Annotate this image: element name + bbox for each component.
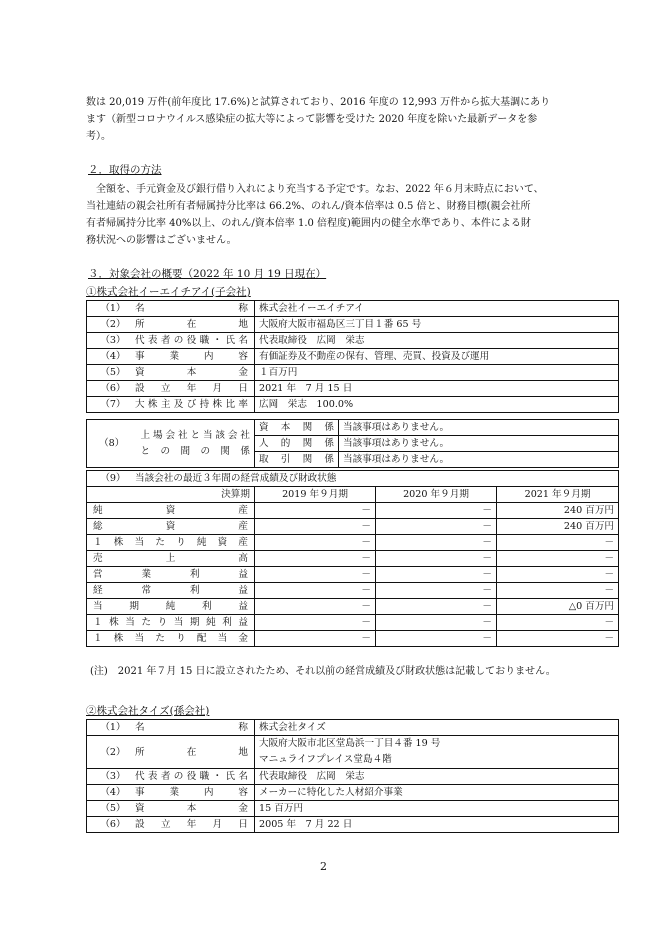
financial-value: －	[376, 519, 497, 535]
row-number: （2）	[100, 746, 126, 758]
financial-label: １株当たり配当金	[87, 631, 255, 647]
financial-value: －	[255, 567, 376, 583]
table-row	[87, 631, 619, 647]
financial-value: －	[497, 535, 619, 551]
table-row	[87, 736, 619, 769]
relation-item-value: 当該事項はありません。	[339, 420, 619, 436]
row-value: 広岡 栄志 100.0%	[255, 397, 619, 413]
table-row	[87, 567, 619, 583]
company1-note: (注) 2021 年７月 15 日に設立されたため、それ以前の経営成績及び財政状態は記載しておりません。	[90, 666, 556, 677]
financial-value: 240 百万円	[497, 503, 619, 519]
row-number: （4）	[100, 351, 126, 362]
period-header: 2020 年９月期	[376, 487, 497, 503]
table-row	[87, 817, 619, 833]
table-row	[87, 615, 619, 631]
relation-item-label: 取引関係	[255, 452, 339, 468]
table-row	[87, 471, 619, 487]
row-number: （1）	[100, 722, 126, 733]
financial-value: －	[497, 631, 619, 647]
section2-heading: ２．取得の方法	[88, 164, 162, 176]
relation-label	[137, 420, 255, 468]
company1-relation-table	[86, 419, 619, 468]
section2-line: 全額を、手元資金及び銀行借り入れにより充当する予定です。なお、2022 年６月末時点において、	[86, 184, 544, 195]
financial-value: －	[376, 535, 497, 551]
row-label	[87, 301, 255, 317]
intro-line: 数は 20,019 万件(前年度比 17.6%)と試算されており、2016 年度の 12,993 万件から拡大基調にあり	[86, 97, 551, 108]
page-number: 2	[320, 860, 327, 873]
row-number: （2）	[100, 319, 126, 330]
financial-value: －	[255, 551, 376, 567]
relation-item-value: 当該事項はありません。	[339, 452, 619, 468]
row-label	[87, 349, 255, 365]
row-label-text: 所在地	[135, 319, 248, 330]
financial-label: １株当たり純資産	[87, 535, 255, 551]
financial-value: －	[255, 631, 376, 647]
row-number: （3）	[100, 771, 126, 782]
table-row	[87, 785, 619, 801]
relation-item-value: 当該事項はありません。	[339, 436, 619, 452]
row-label	[87, 333, 255, 349]
section3-heading: ３．対象会社の概要（2022 年 10 月 19 日現在）	[88, 268, 327, 280]
row-label-text: 代表者の役職・氏名	[135, 771, 248, 782]
financial-value: －	[376, 503, 497, 519]
financial-value: －	[255, 535, 376, 551]
row-number: （4）	[100, 787, 126, 798]
company1-financials-table	[86, 470, 619, 647]
company2-info-table	[86, 719, 619, 833]
row-label-text: 代表者の役職・氏名	[135, 335, 248, 346]
relation-number: （8）	[87, 420, 137, 468]
period-header-label: 決算期	[87, 487, 255, 503]
financial-label: 当期純利益	[87, 599, 255, 615]
row-value: 代表取締役 広岡 栄志	[255, 769, 619, 785]
financial-value: －	[497, 567, 619, 583]
financial-label: 売上高	[87, 551, 255, 567]
table-row	[87, 301, 619, 317]
section2-line: 務状況への影響はございません。	[86, 235, 237, 246]
financial-value: －	[497, 615, 619, 631]
financial-value: －	[376, 599, 497, 615]
row-label-text: 設立年月日	[135, 819, 248, 830]
table-row	[87, 503, 619, 519]
section2-paragraph	[86, 181, 566, 249]
relation-label-line1: 上場会社と当該会社	[140, 429, 250, 441]
relation-item-label: 資本関係	[255, 420, 339, 436]
row-label-text: 事業内容	[135, 351, 248, 362]
row-number: （5）	[100, 367, 126, 378]
relation-label-line2: との間の関係	[140, 445, 250, 457]
table-row	[87, 333, 619, 349]
financial-value: －	[376, 615, 497, 631]
row-label	[87, 365, 255, 381]
financial-value: －	[376, 583, 497, 599]
section2-line: 有者帰属持分比率 40%以上、のれん/資本倍率 1.0 倍程度)範囲内の健全水準であり、本件による財	[86, 218, 531, 229]
row-label	[87, 769, 255, 785]
financials-number: （9）	[100, 473, 126, 484]
row-number: （3）	[100, 335, 126, 346]
row-number: （6）	[100, 819, 126, 830]
row-label	[87, 381, 255, 397]
table-row	[87, 349, 619, 365]
section2-line: 当社連結の親会社所有者帰属持分比率は 66.2%、のれん/資本倍率は 0.5 倍と、財務目標(親会社所	[86, 201, 531, 212]
financial-label: 経常利益	[87, 583, 255, 599]
period-header: 2019 年９月期	[255, 487, 376, 503]
financial-value: －	[376, 567, 497, 583]
row-number: （1）	[100, 303, 126, 314]
row-label-text: 名称	[135, 303, 248, 314]
financial-label: 営業利益	[87, 567, 255, 583]
intro-line: 考）。	[86, 131, 111, 142]
table-row	[87, 420, 619, 436]
financial-value: －	[376, 551, 497, 567]
row-label	[87, 736, 255, 769]
row-label	[87, 317, 255, 333]
table-row	[87, 769, 619, 785]
table-row	[87, 397, 619, 413]
financial-value: △0 百万円	[497, 599, 619, 615]
table-row	[87, 599, 619, 615]
row-value: 15 百万円	[255, 801, 619, 817]
financial-value: －	[255, 583, 376, 599]
row-label	[87, 720, 255, 736]
row-label	[87, 801, 255, 817]
row-label-text: 資本金	[135, 803, 248, 814]
financial-value: 240 百万円	[497, 519, 619, 535]
row-value: 株式会社イーエイチアイ	[255, 301, 619, 317]
row-value: 有価証券及不動産の保有、管理、売買、投資及び運用	[255, 349, 619, 365]
row-value: 2005 年 7 月 22 日	[255, 817, 619, 833]
table-row	[87, 583, 619, 599]
address-line1: 大阪府大阪市北区堂島浜一丁目４番 19 号	[259, 738, 441, 749]
row-value: 大阪府大阪市福島区三丁目１番 65 号	[255, 317, 619, 333]
financials-title	[87, 471, 619, 487]
financial-value: －	[255, 503, 376, 519]
row-value: １百万円	[255, 365, 619, 381]
financial-label: 純資産	[87, 503, 255, 519]
row-label-text: 設立年月日	[135, 383, 248, 394]
table-row	[87, 551, 619, 567]
company1-title: ①株式会社イーエイチアイ(子会社)	[86, 286, 251, 298]
row-label-text: 事業内容	[135, 787, 248, 798]
row-label-text: 名称	[135, 722, 248, 733]
financial-value: －	[497, 583, 619, 599]
table-row	[87, 801, 619, 817]
table-row	[87, 317, 619, 333]
relation-item-label: 人的関係	[255, 436, 339, 452]
financial-value: －	[497, 551, 619, 567]
intro-paragraph	[86, 94, 566, 145]
address-line2: マニュライフプレイス堂島４階	[259, 754, 392, 765]
row-label	[87, 817, 255, 833]
period-header: 2021 年９月期	[497, 487, 619, 503]
financial-value: －	[255, 615, 376, 631]
row-value: 代表取締役 広岡 栄志	[255, 333, 619, 349]
row-label-text: 大株主及び持株比率	[135, 399, 248, 410]
row-number: （6）	[100, 383, 126, 394]
financial-value: －	[255, 519, 376, 535]
financials-title-text: 当該会社の最近３年間の経営成績及び財政状態	[135, 473, 337, 484]
financial-label: 総資産	[87, 519, 255, 535]
table-row	[87, 535, 619, 551]
table-row	[87, 519, 619, 535]
row-label-text: 資本金	[135, 367, 248, 378]
row-number: （7）	[100, 399, 126, 410]
row-value: 2021 年 7 月 15 日	[255, 381, 619, 397]
financial-label: １株当たり当期純利益	[87, 615, 255, 631]
row-value: 株式会社タイズ	[255, 720, 619, 736]
financial-value: －	[376, 631, 497, 647]
intro-line: ます（新型コロナウイルス感染症の拡大等によって影響を受けた 2020 年度を除いた最新データを参	[86, 114, 538, 125]
table-row	[87, 720, 619, 736]
table-row	[87, 365, 619, 381]
table-row	[87, 381, 619, 397]
row-value	[255, 736, 619, 769]
row-label-text: 所在地	[135, 746, 248, 758]
row-label	[87, 397, 255, 413]
company2-title: ②株式会社タイズ(孫会社)	[86, 705, 210, 717]
company1-info-table	[86, 300, 619, 413]
row-value: メーカーに特化した人材紹介事業	[255, 785, 619, 801]
financial-value: －	[255, 599, 376, 615]
row-number: （5）	[100, 803, 126, 814]
row-label	[87, 785, 255, 801]
table-header-row	[87, 487, 619, 503]
